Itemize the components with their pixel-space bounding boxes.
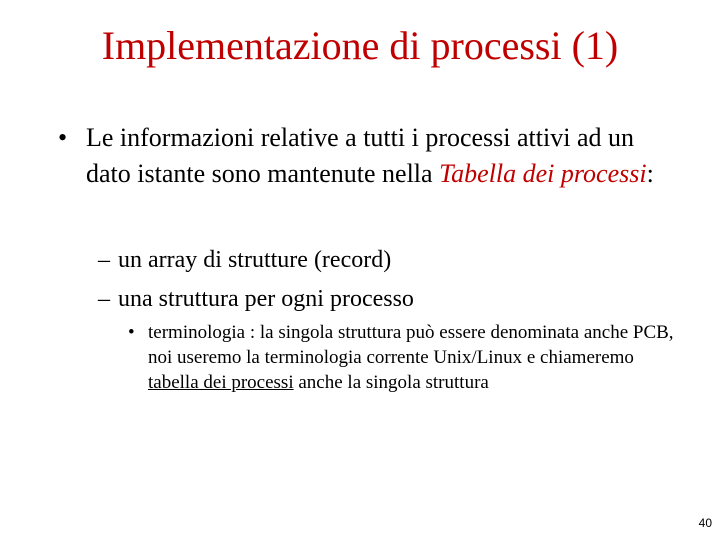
sub-sub-bullet-text-before: terminologia : la singola struttura può essere denominata anche PCB, noi useremo la terminologia corrente Unix/Linux e chiameremo	[148, 322, 674, 368]
tabella-dei-processi-emphasis: Tabella dei processi	[439, 159, 647, 188]
sub-sub-bullet-text-after: anche la singola struttura	[293, 372, 489, 393]
bullet-marker: •	[58, 123, 68, 152]
page-number: 40	[698, 516, 712, 530]
sub-bullet-2: una struttura per ogni processo	[118, 286, 414, 312]
slide-title: Implementazione di processi (1)	[101, 23, 619, 68]
sub-bullet-dash-2: –	[98, 286, 110, 312]
main-bullet-text	[86, 120, 666, 192]
main-bullet-text-after: :	[646, 159, 654, 188]
sub-bullet-1: un array di strutture (record)	[118, 247, 392, 273]
sub-sub-bullet-text	[148, 320, 688, 395]
sub-bullet-dash-1: –	[98, 247, 110, 273]
tabella-dei-processi-underlined: tabella dei processi	[148, 372, 294, 393]
main-bullet-text-before: Le informazioni relative a tutti i processi attivi ad un dato istante sono mantenute nella	[86, 123, 634, 188]
sub-sub-bullet-marker: •	[128, 322, 135, 343]
